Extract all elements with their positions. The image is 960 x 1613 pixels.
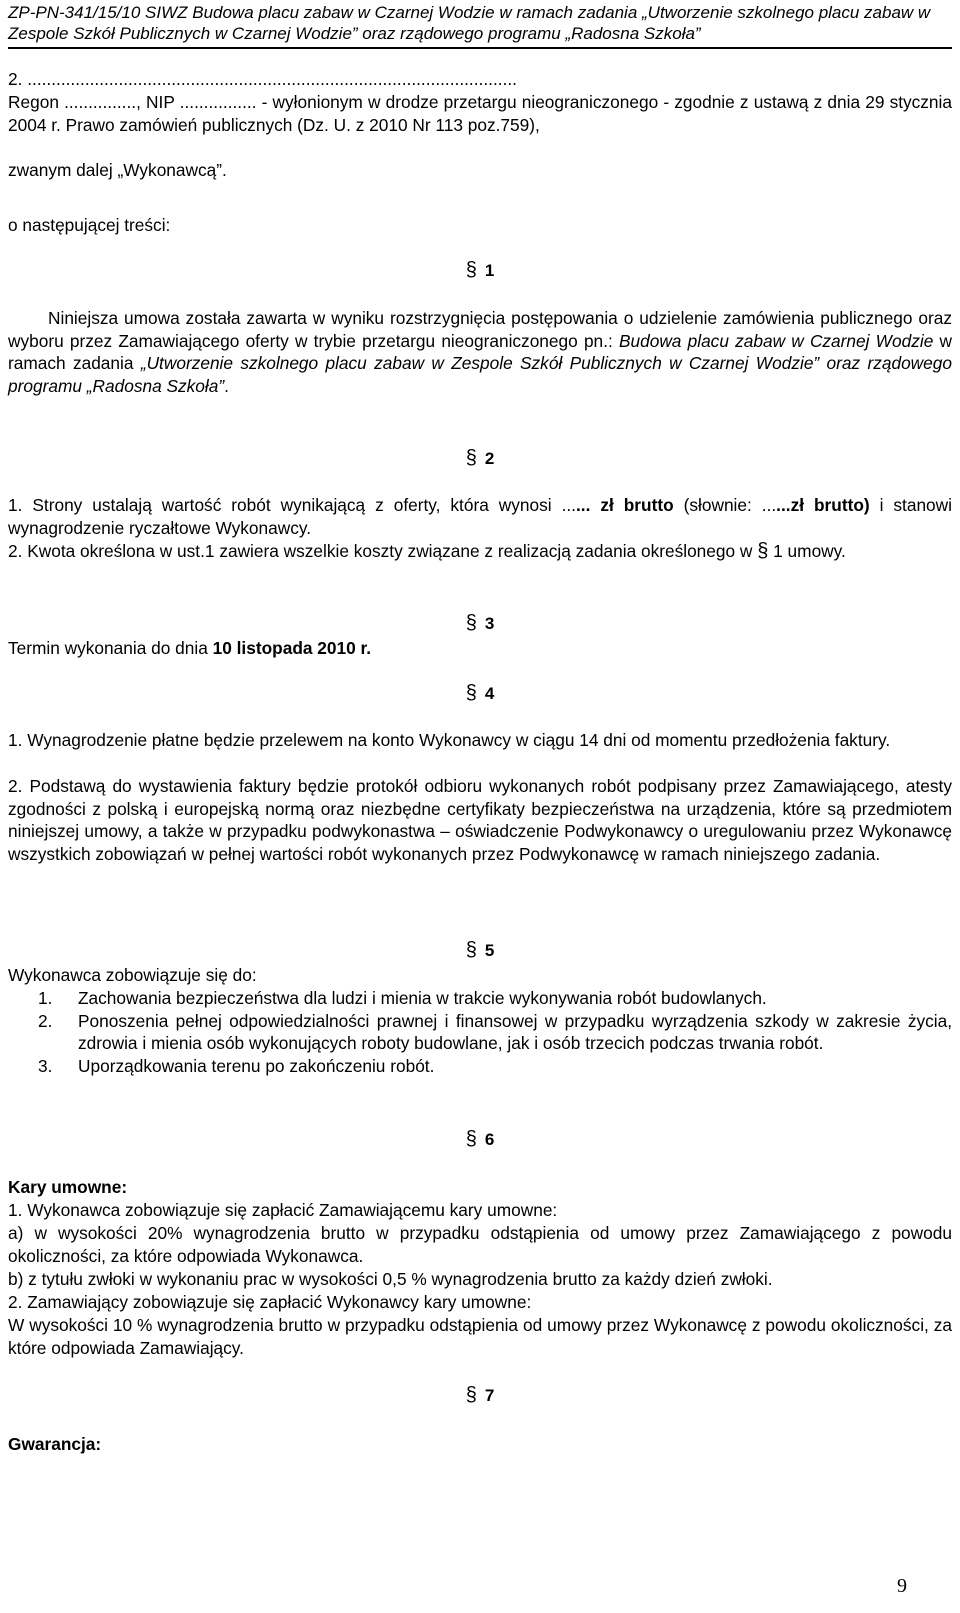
section-2-item-2: 2. Kwota określona w ust.1 zawiera wszelkie koszty związane z realizacją zadania określonego w § 1 umowy. <box>8 540 846 562</box>
obligations-lead: Wykonawca zobowiązuje się do: <box>8 965 257 985</box>
header-line-2: Zespole Szkół Publicznych w Czarnej Wodzie” oraz rządowego programu „Radosna Szkoła” <box>8 24 701 43</box>
section-4-item-2: 2. Podstawą do wystawienia faktury będzie protokół odbioru wykonanych robót podpisany przez Zamawiającego, atesty zgodności z polską i europejską normą oraz niezbędne certyfikaty bezpieczeństwa na urządzenia, które są przedmiotem niniejszej umowy, a także w przypadku podwykonastwa – oświadczenie Podwykonawcy o uregulowaniu przez Wykonawcę wszystkich zobowiązań w pełnej wartości robót wykonanych przez Podwykonawcę w ramach niniejszego zadania. <box>8 776 952 864</box>
party-2-line: 2. ...................................................................................................... <box>8 69 517 89</box>
penalties-line-w: W wysokości 10 % wynagrodzenia brutto w przypadku odstąpienia od umowy przez Wykonawcę z powodu okoliczności, za które odpowiada Zamawiający. <box>8 1315 952 1358</box>
page-number: 9 <box>897 1575 907 1597</box>
penalties-line-2: 2. Zamawiający zobowiązuje się zapłacić Wykonawcy kary umowne: <box>8 1292 532 1312</box>
penalties-line-1: 1. Wykonawca zobowiązuje się zapłacić Zamawiającemu kary umowne: <box>8 1200 558 1220</box>
section-number: 1 <box>484 261 495 280</box>
zwanym-line: zwanym dalej „Wykonawcą”. <box>8 160 227 180</box>
obligations-list <box>8 987 952 1077</box>
task-title: „Utworzenie szkolnego placu zabaw w Zespole Szkół Publicznych w Czarnej Wodzie” oraz rządowego programu „Radosna Szkoła” <box>8 353 952 396</box>
header-line-1: ZP-PN-341/15/10 SIWZ Budowa placu zabaw w Czarnej Wodzie w ramach zadania „Utworzenie szkolnego placu zabaw w <box>8 3 931 22</box>
deadline-line: Termin wykonania do dnia 10 listopada 2010 r. <box>8 638 372 658</box>
project-title: Budowa placu zabaw w Czarnej Wodzie <box>618 330 934 351</box>
section-2-heading: § 2 <box>465 447 495 469</box>
section-4-item-1: 1. Wynagrodzenie płatne będzie przelewem na konto Wykonawcy w ciągu 14 dni od momentu przedłożenia faktury. <box>8 730 891 750</box>
penalties-line-b: b) z tytułu zwłoki w wykonaniu prac w wysokości 0,5 % wynagrodzenia brutto za każdy dzień zwłoki. <box>8 1269 773 1289</box>
section-symbol: § <box>465 259 477 281</box>
section-5-heading: § 5 <box>465 939 495 961</box>
penalties-line-a: a) w wysokości 20% wynagrodzenia brutto w przypadku odstąpienia od umowy przez Zamawiającego z powodu okoliczności, za które odpowiada Wykonawca. <box>8 1223 952 1266</box>
list-item: 3. Uporządkowania terenu po zakończeniu robót. <box>38 1055 435 1076</box>
tresci-line: o następującej treści: <box>8 215 171 235</box>
section-1-heading <box>0 259 960 282</box>
header-rule <box>8 47 952 49</box>
deadline-date: 10 listopada 2010 r. <box>212 638 372 658</box>
section-4-heading: § 4 <box>465 682 495 704</box>
penalties-heading: Kary umowne: <box>8 1177 128 1197</box>
section-7-heading: § 7 <box>465 1384 495 1406</box>
list-item: 2. Ponoszenia pełnej odpowiedzialności prawnej i finansowej w przypadku wyrządzenia szkody w zakresie życia, zdrowia i mienia osób wykonujących roboty budowlane, jak i osób trzecich podczas trwania robót. <box>38 1010 952 1054</box>
running-header <box>8 2 952 44</box>
section-6-heading: § 6 <box>465 1128 495 1150</box>
guarantee-heading: Gwarancja: <box>8 1434 102 1454</box>
section-1-paragraph: Niniejsza umowa została zawarta w wyniku rozstrzygnięcia postępowania o udzielenie zamówienia publicznego oraz wyboru przez Zamawiającego oferty w trybie przetargu nieograniczonego pn.: Budowa placu zabaw w Czarnej Wodzie w ramach zadania „Utworzenie szkolnego placu zabaw w Zespole Szkół Publicznych w Czarnej Wodzie” oraz rządowego programu „Radosna Szkoła”. <box>8 308 952 396</box>
regon-paragraph: Regon ..............., NIP ................ - wyłonionym w drodze przetargu nieograniczonego - zgodnie z ustawą z dnia 29 stycznia 2004 r. Prawo zamówień publicznych (Dz. U. z 2010 Nr 113 poz.759), <box>8 92 952 135</box>
section-3-heading: § 3 <box>465 612 495 634</box>
section-2-item-1: 1. Strony ustalają wartość robót wynikającą z oferty, która wynosi ...... zł brutto (słownie: ......zł brutto) i stanowi wynagrodzenie ryczałtowe Wykonawcy. <box>8 495 952 538</box>
list-item: 1. Zachowania bezpieczeństwa dla ludzi i mienia w trakcie wykonywania robót budowlanych. <box>38 988 767 1008</box>
